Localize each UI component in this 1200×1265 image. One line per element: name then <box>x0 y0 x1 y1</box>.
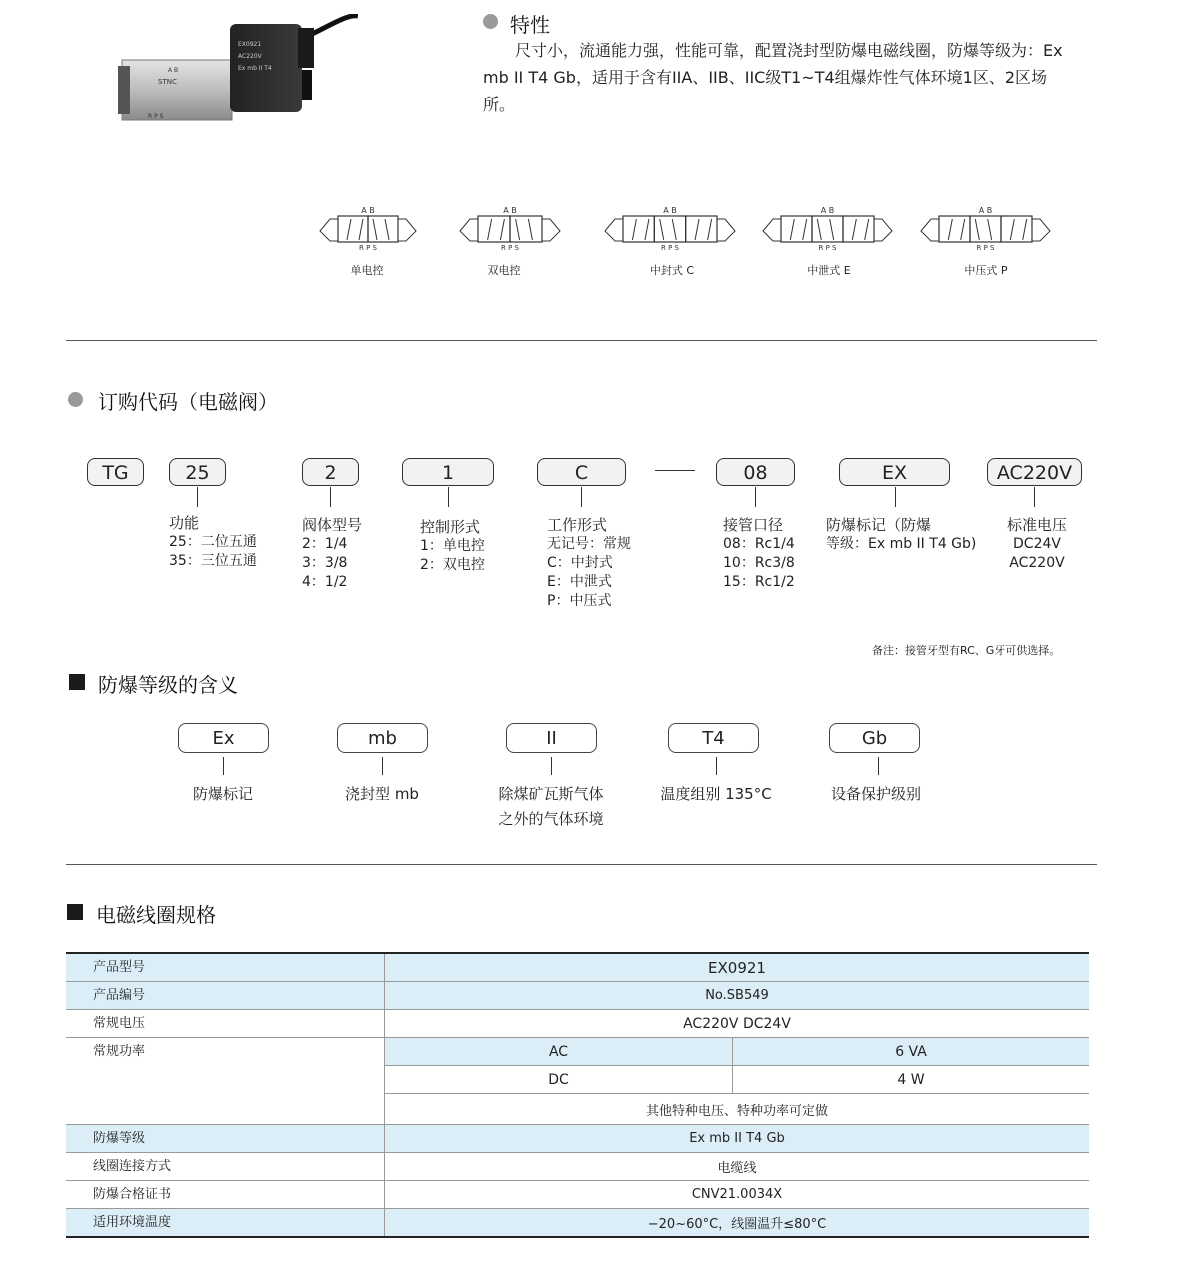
symbol-shape <box>865 219 869 240</box>
symbol-caption: 中压式 P <box>964 264 1008 277</box>
symbol-ports-bottom: R P S <box>359 244 377 250</box>
symbol-ports-top: A B <box>663 206 677 215</box>
symbol-shape <box>843 216 874 242</box>
features-text: 尺寸小，流通能力强，性能可靠，配置浇封型防爆电磁线圈，防爆等级为：Ex mb II T4 Gb，适用于含有IIA、IIB、IIC级T1~T4组爆炸性气体环境1区、2区场所。 <box>483 41 1063 114</box>
row-key: 产品型号 <box>66 953 385 982</box>
connector <box>382 757 383 775</box>
symbol-shape <box>338 216 368 242</box>
power-note: 其他特种电压、特种功率可定做 <box>385 1094 1090 1125</box>
connector <box>551 757 552 775</box>
code-box-2: 2 <box>302 458 359 486</box>
symbol-shape <box>1010 219 1014 240</box>
connector <box>716 757 717 775</box>
symbol-shape <box>817 219 821 240</box>
symbol-shape <box>488 219 492 240</box>
symbol-shape <box>970 216 1001 242</box>
connector <box>878 757 879 775</box>
symbol-shape <box>812 216 843 242</box>
ex-box-t4: T4 <box>668 723 759 753</box>
symbol-shape <box>605 219 623 241</box>
code-box-08: 08 <box>716 458 795 486</box>
symbol-shape <box>874 219 892 241</box>
code-box-c: C <box>537 458 626 486</box>
symbol-shape <box>717 219 735 241</box>
symbol-shape <box>830 219 834 240</box>
coil-bullet <box>67 904 83 920</box>
symbol-shape <box>368 216 398 242</box>
order-note: 备注：接管牙型有RC、G牙可供选择。 <box>872 644 1061 657</box>
row-value: −20~60°C，线圈温升≤80°C <box>385 1209 1090 1238</box>
product-photo <box>118 14 358 134</box>
row-key: 常规功率 <box>66 1038 385 1125</box>
valve-symbol <box>761 204 894 250</box>
symbol-shape <box>695 219 699 240</box>
symbol-shape <box>320 219 338 241</box>
connector <box>223 757 224 775</box>
symbol-shape <box>359 219 363 240</box>
symbol-shape <box>528 219 532 240</box>
symbol-ports-bottom: R P S <box>818 244 837 250</box>
svg-text:EX0921: EX0921 <box>238 41 262 48</box>
symbol-caption: 双电控 <box>487 264 521 277</box>
symbol-shape <box>1001 216 1032 242</box>
symbol-shape <box>645 219 649 240</box>
symbol-shape <box>961 219 965 240</box>
group-function: 功能 25：二位五通 35：三位五通 <box>169 514 257 569</box>
symbol-shape <box>660 219 664 240</box>
row-value: Ex mb II T4 Gb <box>385 1125 1090 1153</box>
symbol-shape <box>988 219 992 240</box>
code-dash <box>655 470 695 471</box>
power-ac-value: 6 VA <box>733 1038 1090 1066</box>
valve-symbol <box>603 204 737 250</box>
symbol-shape <box>781 216 812 242</box>
symbol-ports-top: A B <box>820 206 835 215</box>
symbol-ports-top: A B <box>978 206 993 215</box>
symbol-shape <box>623 216 654 242</box>
ex-meaning-gb: 设备保护级别 <box>830 785 921 803</box>
table-row <box>66 1010 1089 1038</box>
ex-meaning-ex: 防爆标记 <box>192 785 253 803</box>
valve-symbol <box>318 204 418 250</box>
symbol-shape <box>542 219 560 241</box>
row-value: CNV21.0034X <box>385 1181 1090 1209</box>
svg-text:AC220V: AC220V <box>238 53 262 60</box>
svg-text:Ex mb II T4: Ex mb II T4 <box>238 65 272 72</box>
symbol-shape <box>460 219 478 241</box>
group-voltage: 标准电压 DC24V AC220V <box>1007 516 1068 571</box>
symbol-shape <box>708 219 712 240</box>
symbol-shape <box>939 216 970 242</box>
product-ports-top: A B <box>168 67 179 74</box>
table-row <box>66 1181 1089 1209</box>
table-row <box>66 1209 1089 1238</box>
power-ac-label: AC <box>385 1038 733 1066</box>
code-box-voltage: AC220V <box>987 458 1082 486</box>
symbol-ports-top: A B <box>361 206 375 215</box>
group-port-size: 接管口径 08：Rc1/4 10：Rc3/8 15：Rc1/2 <box>723 516 795 590</box>
ex-meaning-mb: 浇封型 mb <box>345 785 419 803</box>
symbol-shape <box>398 219 416 241</box>
code-box-tg: TG <box>87 458 144 486</box>
connector <box>755 487 756 507</box>
symbol-caption: 中封式 C <box>649 264 695 277</box>
power-dc-label: DC <box>385 1066 733 1094</box>
connector <box>197 487 198 507</box>
code-box-ex: EX <box>839 458 950 486</box>
coil-title: 电磁线圈规格 <box>96 903 216 927</box>
ex-box-ii: II <box>506 723 597 753</box>
connector <box>1034 487 1035 507</box>
code-box-1: 1 <box>402 458 494 486</box>
row-value: AC220V DC24V <box>385 1010 1090 1038</box>
symbol-shape <box>385 219 389 240</box>
symbol-shape <box>478 216 510 242</box>
row-key: 适用环境温度 <box>66 1209 385 1238</box>
ex-meaning-ii: 除煤矿瓦斯气体 之外的气体环境 <box>498 785 604 828</box>
symbol-shape <box>632 219 636 240</box>
table-row <box>66 1038 1089 1066</box>
symbol-shape <box>803 219 807 240</box>
symbol-shape <box>975 219 979 240</box>
row-value: No.SB549 <box>385 982 1090 1010</box>
row-value: 电缆线 <box>385 1153 1090 1181</box>
order-bullet <box>68 392 83 407</box>
table-row <box>66 953 1089 982</box>
symbol-ports-bottom: R P S <box>976 244 995 250</box>
symbol-ports-bottom: R P S <box>501 244 519 250</box>
row-key: 线圈连接方式 <box>66 1153 385 1181</box>
row-key: 产品编号 <box>66 982 385 1010</box>
order-title: 订购代码（电磁阀） <box>98 390 278 414</box>
symbol-shape <box>373 219 377 240</box>
features-bullet <box>483 14 498 29</box>
row-key: 防爆合格证书 <box>66 1181 385 1209</box>
features-title: 特性 <box>510 13 550 37</box>
symbol-caption: 单电控 <box>350 264 384 277</box>
group-work-mode: 工作形式 无记号：常规 C：中封式 E：中泄式 P：中压式 <box>547 516 631 609</box>
connector <box>581 487 582 507</box>
symbol-ports-bottom: R P S <box>661 244 679 250</box>
divider <box>66 340 1097 341</box>
power-dc-value: 4 W <box>733 1066 1090 1094</box>
symbol-shape <box>948 219 952 240</box>
symbol-shape <box>654 216 685 242</box>
connector <box>330 487 331 507</box>
valve-symbol <box>458 204 562 250</box>
symbol-shape <box>516 219 520 240</box>
table-row <box>66 982 1089 1010</box>
symbol-shape <box>763 219 781 241</box>
group-control: 控制形式 1：单电控 2：双电控 <box>420 518 485 573</box>
ex-meaning-t4: 温度组别 135°C <box>660 785 772 803</box>
symbol-shape <box>500 219 504 240</box>
valve-symbol <box>919 204 1052 250</box>
symbol-shape <box>672 219 676 240</box>
connector <box>895 487 896 507</box>
symbol-shape <box>790 219 794 240</box>
symbol-shape <box>686 216 717 242</box>
code-box-25: 25 <box>169 458 226 486</box>
coil-spec-table <box>66 952 1089 1238</box>
group-body-model: 阀体型号 2：1/4 3：3/8 4：1/2 <box>302 516 363 590</box>
product-brand: STNC <box>158 78 177 86</box>
ex-box-gb: Gb <box>829 723 920 753</box>
symbol-shape <box>921 219 939 241</box>
symbol-shape <box>1032 219 1050 241</box>
symbol-shape <box>510 216 542 242</box>
exgrade-bullet <box>69 674 85 690</box>
symbol-shape <box>1023 219 1027 240</box>
row-key: 防爆等级 <box>66 1125 385 1153</box>
table-row <box>66 1153 1089 1181</box>
connector <box>448 487 449 507</box>
group-ex-mark: 防爆标记（防爆 等级：Ex mb II T4 Gb) <box>826 516 977 552</box>
row-value: EX0921 <box>385 953 1090 982</box>
symbol-shape <box>852 219 856 240</box>
row-key: 常规电压 <box>66 1010 385 1038</box>
divider <box>66 864 1097 865</box>
product-ports-bottom: R P S <box>148 113 164 120</box>
symbol-shape <box>347 219 351 240</box>
table-row <box>66 1125 1089 1153</box>
symbol-ports-top: A B <box>503 206 517 215</box>
ex-box-ex: Ex <box>178 723 269 753</box>
symbol-caption: 中泄式 E <box>807 264 851 277</box>
ex-box-mb: mb <box>337 723 428 753</box>
exgrade-title: 防爆等级的含义 <box>98 673 238 697</box>
